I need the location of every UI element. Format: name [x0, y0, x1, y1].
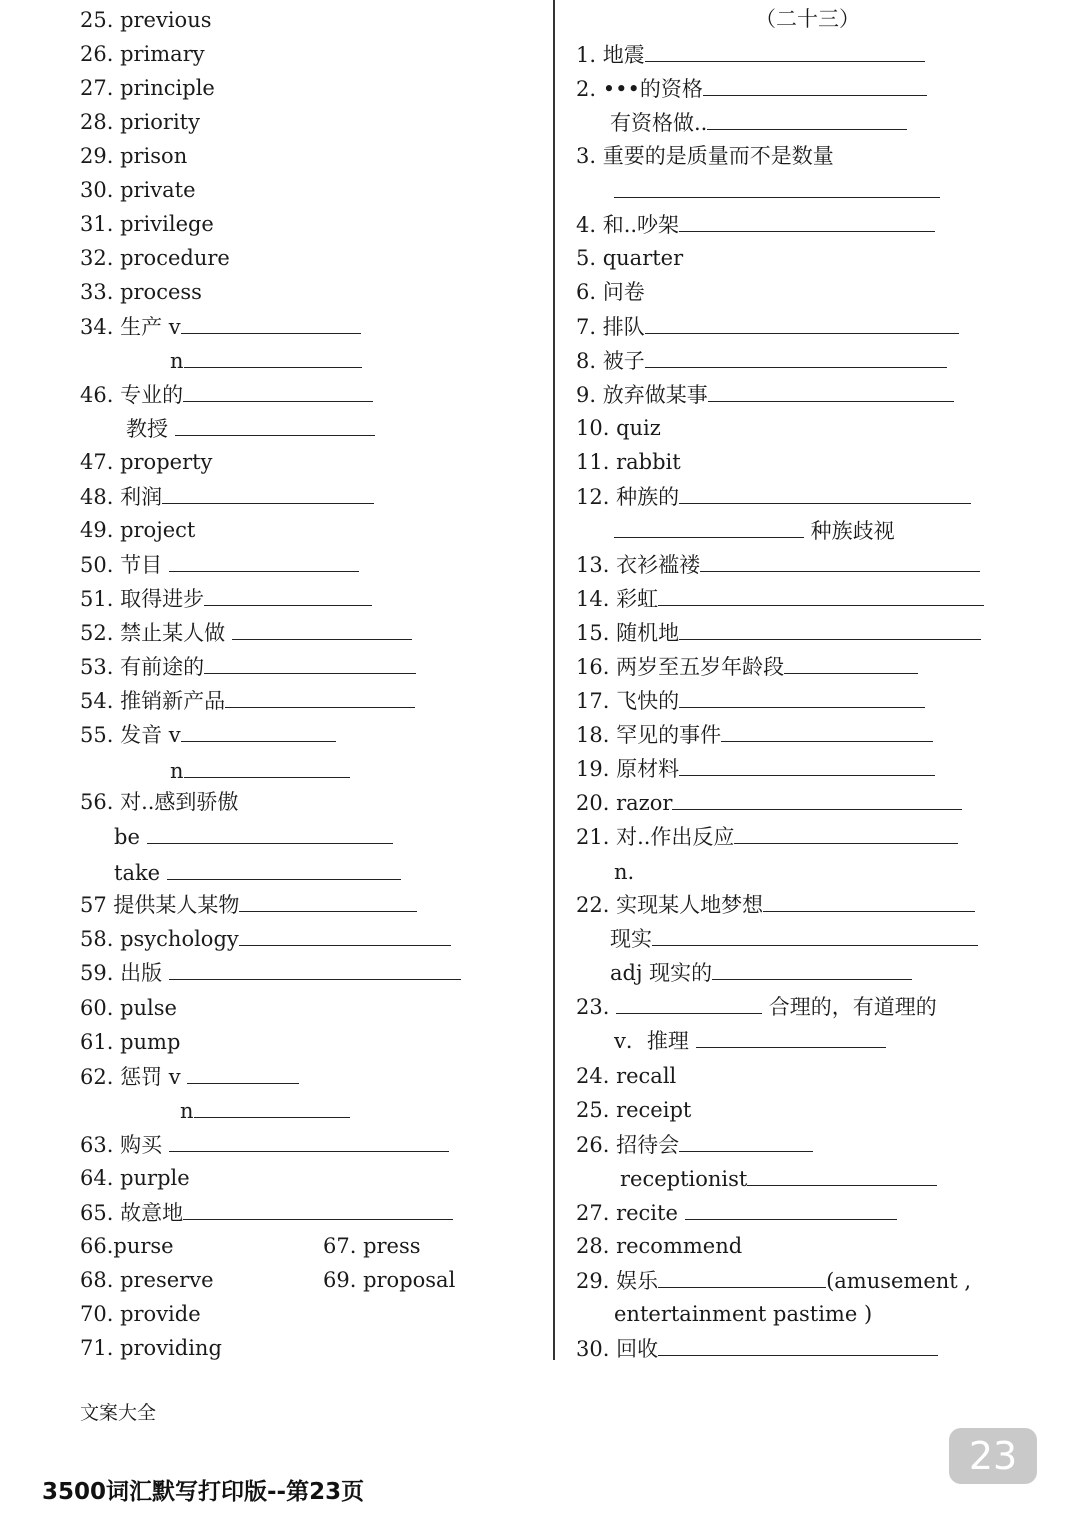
list-item: n — [170, 347, 362, 374]
answer-blank[interactable] — [183, 1199, 453, 1220]
list-item: 12. 种族的 — [576, 483, 971, 510]
answer-blank[interactable] — [679, 687, 925, 708]
list-item: 31. privilege — [80, 212, 214, 236]
list-item: 51. 取得进步 — [80, 585, 372, 612]
answer-blank[interactable] — [679, 483, 971, 504]
list-item: 4. 和..吵架 — [576, 211, 935, 238]
list-item: 30. 回收 — [576, 1335, 938, 1362]
list-item: 28. recommend — [576, 1234, 743, 1258]
answer-blank[interactable] — [204, 653, 416, 674]
list-item: 22. 实现某人地梦想 — [576, 891, 975, 918]
list-item: 34. 生产 v — [80, 313, 361, 340]
list-item: 19. 原材料 — [576, 755, 935, 782]
answer-blank[interactable] — [184, 757, 350, 778]
list-item: 7. 排队 — [576, 313, 959, 340]
answer-blank[interactable] — [700, 551, 980, 572]
footer-note: 文案大全 — [80, 1402, 157, 1424]
answer-blank[interactable] — [672, 789, 962, 810]
list-item: 16. 两岁至五岁年龄段 — [576, 653, 918, 680]
list-item: 66.purse — [80, 1234, 174, 1258]
answer-blank[interactable] — [784, 653, 918, 674]
list-item: 60. pulse — [80, 996, 177, 1020]
list-item: 29. prison — [80, 144, 188, 168]
list-item: 50. 节目 — [80, 551, 359, 578]
list-item: entertainment pastime ) — [614, 1302, 873, 1326]
list-item: 20. razor — [576, 789, 962, 816]
list-item: 53. 有前途的 — [80, 653, 416, 680]
list-item: 29. 娱乐 (amusement , — [576, 1269, 972, 1293]
list-item: 27. principle — [80, 76, 215, 100]
answer-blank[interactable] — [679, 1131, 813, 1152]
list-item: 55. 发音 v — [80, 721, 336, 748]
list-item: 54. 推销新产品 — [80, 687, 415, 714]
list-item: 56. 对..感到骄傲 — [80, 790, 239, 814]
column-divider — [553, 0, 555, 1360]
answer-blank[interactable] — [685, 1199, 897, 1220]
answer-blank[interactable] — [747, 1165, 937, 1186]
answer-blank[interactable] — [183, 381, 373, 402]
list-item: 2. •••的资格 — [576, 75, 927, 102]
list-item: 62. 惩罚 v — [80, 1063, 299, 1090]
answer-blank[interactable] — [658, 1335, 938, 1356]
answer-blank[interactable] — [175, 415, 375, 436]
section-title: （二十三） — [755, 7, 860, 31]
list-item: 46. 专业的 — [80, 381, 373, 408]
list-item: 14. 彩虹 — [576, 585, 984, 612]
list-item: 71. providing — [80, 1336, 222, 1360]
answer-blank[interactable] — [184, 347, 362, 368]
list-item: 65. 故意地 — [80, 1199, 453, 1226]
answer-blank[interactable] — [703, 75, 927, 96]
list-item: 9. 放弃做某事 — [576, 381, 954, 408]
list-item — [614, 177, 940, 204]
answer-blank[interactable] — [652, 925, 978, 946]
list-item: receptionist — [620, 1165, 937, 1192]
list-item: 27. recite — [576, 1199, 897, 1226]
list-item: n. — [614, 860, 635, 884]
list-item: be — [114, 823, 393, 850]
answer-blank[interactable] — [734, 823, 958, 844]
list-item: 21. 对..作出反应 — [576, 823, 958, 850]
list-item: 32. procedure — [80, 246, 230, 270]
list-item: 67. press — [323, 1234, 421, 1258]
list-item: 15. 随机地 — [576, 619, 981, 646]
list-item: 28. priority — [80, 110, 200, 134]
answer-blank[interactable] — [707, 109, 907, 130]
list-item: 47. property — [80, 450, 213, 474]
answer-blank[interactable] — [225, 687, 415, 708]
list-item: 26. primary — [80, 42, 205, 66]
list-item: 26. 招待会 — [576, 1131, 813, 1158]
answer-blank[interactable] — [169, 551, 359, 572]
list-item: 5. quarter — [576, 246, 684, 270]
list-item: 1. 地震 — [576, 41, 925, 68]
list-item: 52. 禁止某人做 — [80, 619, 412, 646]
list-item: 58. psychology — [80, 925, 451, 952]
list-item: adj 现实的 — [610, 959, 912, 986]
answer-blank[interactable] — [616, 993, 762, 1014]
answer-blank[interactable] — [614, 517, 804, 538]
answer-blank[interactable] — [679, 619, 981, 640]
list-item: 8. 被子 — [576, 347, 947, 374]
list-item: 13. 衣衫褴褛 — [576, 551, 980, 578]
answer-blank[interactable] — [204, 585, 372, 606]
answer-blank[interactable] — [181, 313, 361, 334]
answer-blank[interactable] — [187, 1063, 299, 1084]
answer-blank[interactable] — [169, 1131, 449, 1152]
list-item: 48. 利润 — [80, 483, 374, 510]
answer-blank[interactable] — [721, 721, 933, 742]
list-item: 25. previous — [80, 8, 212, 32]
answer-blank[interactable] — [645, 41, 925, 62]
answer-blank[interactable] — [239, 891, 417, 912]
answer-blank[interactable] — [645, 347, 947, 368]
answer-blank[interactable] — [658, 1267, 826, 1288]
answer-blank[interactable] — [614, 177, 940, 198]
answer-blank[interactable] — [147, 823, 393, 844]
list-item: 59. 出版 — [80, 959, 461, 986]
answer-blank[interactable] — [712, 959, 912, 980]
list-item: 69. proposal — [323, 1268, 456, 1292]
page-number-badge: 23 — [949, 1428, 1037, 1484]
list-item: 64. purple — [80, 1166, 190, 1190]
list-item: 18. 罕见的事件 — [576, 721, 933, 748]
list-item: 70. provide — [80, 1302, 201, 1326]
list-item: 种族歧视 — [614, 517, 895, 544]
list-item: 61. pump — [80, 1030, 181, 1054]
page-caption: 3500词汇默写打印版--第23页 — [42, 1479, 365, 1505]
answer-blank[interactable] — [696, 1027, 886, 1048]
answer-blank[interactable] — [181, 721, 336, 742]
answer-blank[interactable] — [763, 891, 975, 912]
answer-blank[interactable] — [232, 619, 412, 640]
answer-blank[interactable] — [162, 483, 374, 504]
list-item: v．推理 — [614, 1027, 886, 1054]
list-item: 63. 购买 — [80, 1131, 449, 1158]
answer-blank[interactable] — [679, 755, 935, 776]
list-item: 23. 合理的，有道理的 — [576, 995, 937, 1019]
list-item: 57 提供某人某物 — [80, 891, 417, 918]
list-item: n — [180, 1097, 350, 1124]
answer-blank[interactable] — [239, 925, 451, 946]
list-item: 30. private — [80, 178, 196, 202]
list-item: 3. 重要的是质量而不是数量 — [576, 144, 834, 168]
list-item: n — [170, 757, 350, 784]
list-item: 6. 问卷 — [576, 280, 645, 304]
answer-blank[interactable] — [169, 959, 461, 980]
answer-blank[interactable] — [708, 381, 954, 402]
list-item: 教授 — [126, 415, 375, 442]
answer-blank[interactable] — [679, 211, 935, 232]
list-item: 25. receipt — [576, 1098, 692, 1122]
list-item: 33. process — [80, 280, 202, 304]
list-item: 11. rabbit — [576, 450, 681, 474]
list-item: 49. project — [80, 518, 196, 542]
list-item: 68. preserve — [80, 1268, 214, 1292]
answer-blank[interactable] — [167, 859, 401, 880]
answer-blank[interactable] — [658, 585, 984, 606]
list-item: 10. quiz — [576, 416, 661, 440]
answer-blank[interactable] — [194, 1097, 350, 1118]
list-item: 现实 — [610, 925, 978, 952]
list-item: 有资格做.. — [610, 109, 907, 136]
list-item: 24. recall — [576, 1064, 677, 1088]
answer-blank[interactable] — [645, 313, 959, 334]
list-item: take — [114, 859, 401, 886]
list-item: 17. 飞快的 — [576, 687, 925, 714]
